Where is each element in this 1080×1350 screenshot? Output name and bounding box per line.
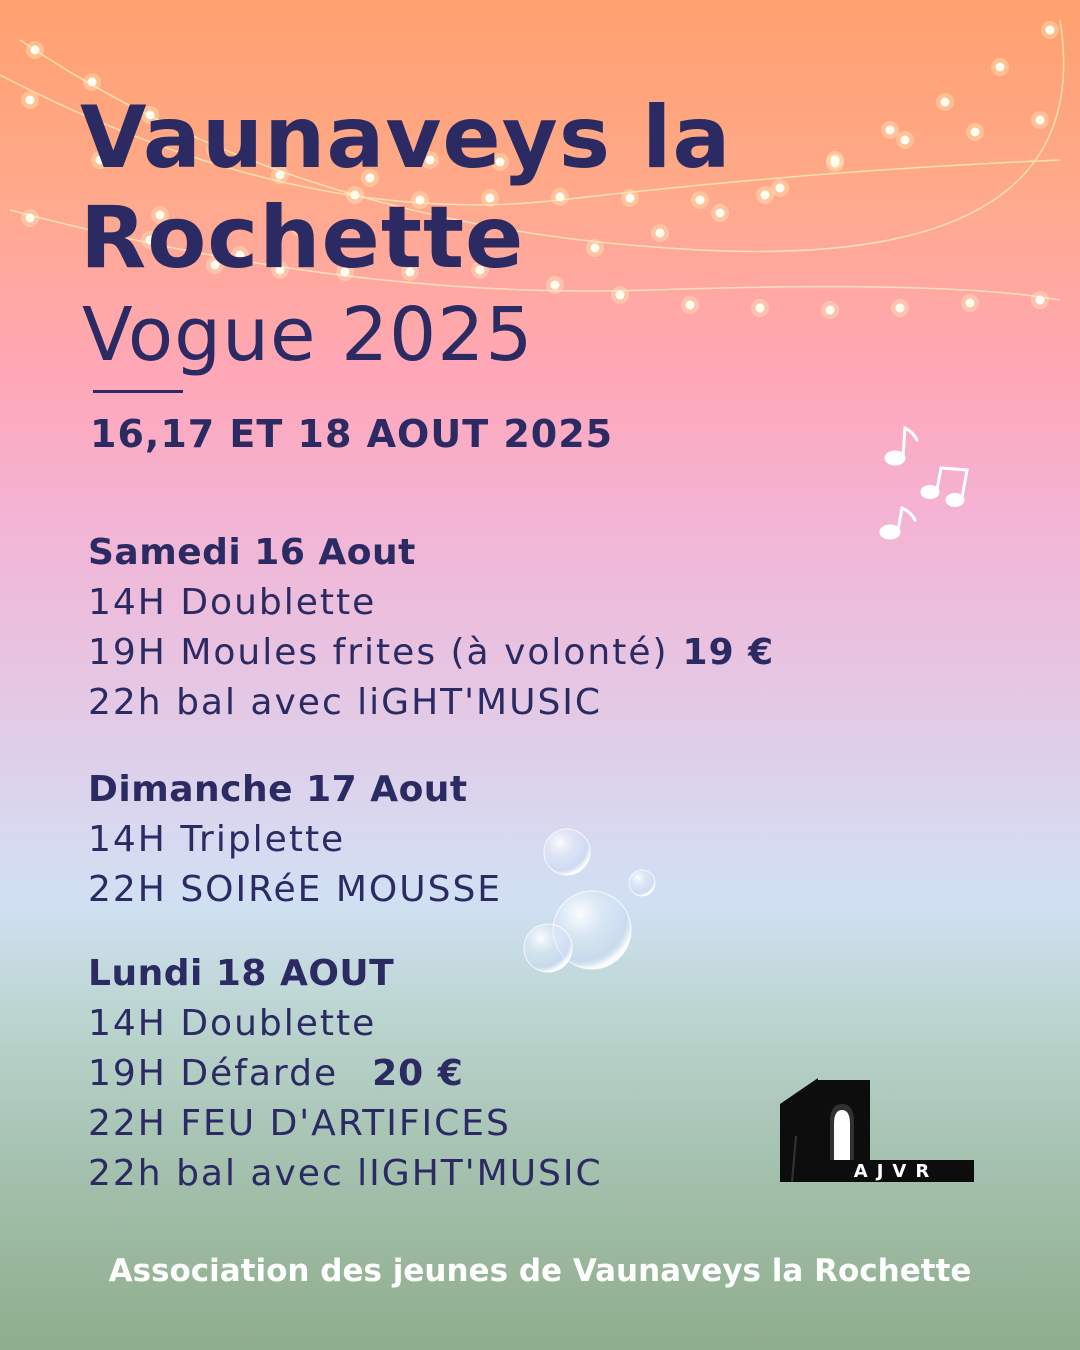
schedule-item: 22H SOIRéE MOUSSE [88, 869, 503, 910]
page-title: Vaunaveys la Rochette [80, 88, 732, 288]
schedule-item: 14H Doublette [88, 1003, 377, 1044]
schedule-item: 19H Moules frites (à volonté) 19 € [88, 632, 775, 673]
schedule-item: 22H FEU D'ARTIFICES [88, 1103, 511, 1144]
price-tag: 19 € [682, 632, 775, 673]
day-title: Lundi 18 AOUT [88, 953, 395, 994]
day-title: Dimanche 17 Aout [88, 769, 468, 810]
event-dates: 16,17 ET 18 AOUT 2025 [90, 412, 614, 456]
day-saturday [88, 528, 774, 728]
schedule-item: 14H Triplette [88, 819, 346, 860]
schedule-item: 22h bal avec lIGHT'MUSIC [88, 1153, 603, 1194]
music-notes-icon [875, 420, 980, 545]
price-tag: 20 € [372, 1053, 464, 1094]
divider [93, 390, 183, 393]
logo-text: AJVR [853, 1161, 939, 1182]
day-monday [88, 949, 603, 1199]
day-sunday [88, 765, 502, 915]
event-subtitle: Vogue 2025 [82, 292, 534, 378]
schedule-item: 14H Doublette [88, 582, 377, 623]
ajvr-logo [778, 1076, 978, 1186]
footer-association: Association des jeunes de Vaunaveys la Rochette [108, 1253, 972, 1289]
day-title: Samedi 16 Aout [88, 532, 416, 573]
schedule-item: 22h bal avec liGHT'MUSIC [88, 682, 603, 723]
schedule-item: 19H Défarde 20 € [88, 1053, 464, 1094]
